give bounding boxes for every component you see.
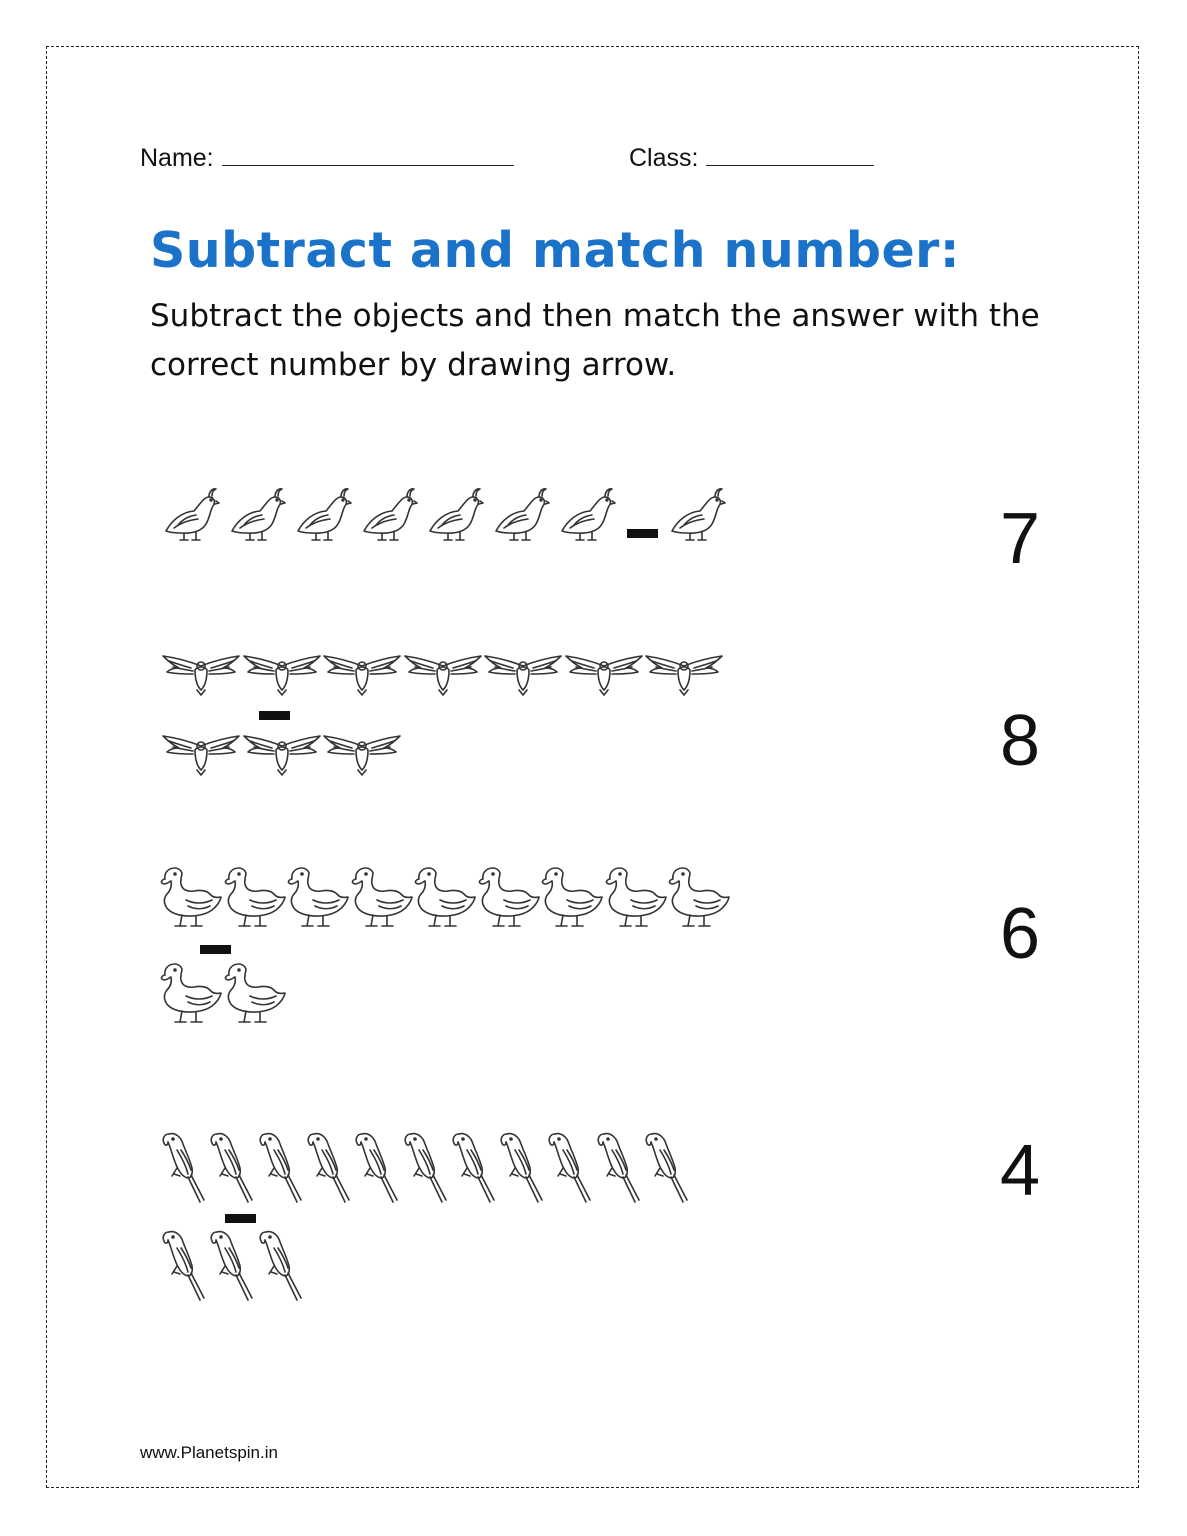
eagle-icon — [242, 652, 322, 700]
eagle-icon — [322, 732, 402, 780]
quail-icon — [490, 482, 550, 546]
quail-icon — [160, 482, 220, 546]
parrot-icon — [498, 1128, 544, 1208]
eagle-icon — [483, 652, 563, 700]
footer-url: www.Planetspin.in — [140, 1443, 278, 1462]
quail-icon — [226, 482, 286, 546]
parrot-icon — [208, 1128, 254, 1208]
parrot-icon — [257, 1128, 303, 1208]
parrot-icon — [546, 1128, 592, 1208]
name-label: Name: — [140, 144, 214, 172]
parrot-icon — [595, 1128, 641, 1208]
minus-sign — [259, 711, 290, 720]
worksheet-title: Subtract and match number: — [150, 222, 960, 279]
quail-icon — [556, 482, 616, 546]
duck-icon — [605, 860, 667, 932]
duck-icon — [414, 860, 476, 932]
quail-icon — [424, 482, 484, 546]
answer-number[interactable]: 6 — [999, 894, 1041, 974]
duck-icon — [224, 860, 286, 932]
parrot-icon — [160, 1128, 206, 1208]
class-label: Class: — [629, 144, 699, 172]
instructions: Subtract the objects and then match the answer with the correct number by drawing arrow. — [150, 298, 1040, 383]
duck-icon — [160, 860, 222, 932]
quail-icon — [666, 482, 726, 546]
duck-icon — [668, 860, 730, 932]
quail-icon — [358, 482, 418, 546]
class-blank[interactable] — [706, 143, 874, 166]
answer-number[interactable]: 7 — [999, 499, 1041, 579]
duck-icon — [478, 860, 540, 932]
name-field[interactable] — [140, 143, 514, 173]
parrot-icon — [305, 1128, 351, 1208]
duck-icon — [160, 956, 222, 1028]
parrot-icon — [257, 1226, 303, 1306]
parrot-icon — [160, 1226, 206, 1306]
eagle-icon — [564, 652, 644, 700]
duck-icon — [287, 860, 349, 932]
class-field[interactable] — [629, 143, 874, 173]
eagle-icon — [403, 652, 483, 700]
parrot-icon — [353, 1128, 399, 1208]
eagle-icon — [161, 652, 241, 700]
eagle-icon — [644, 652, 724, 700]
minus-sign — [200, 945, 231, 954]
minus-sign — [627, 529, 658, 538]
eagle-icon — [242, 732, 322, 780]
answer-number[interactable]: 8 — [999, 701, 1041, 781]
eagle-icon — [161, 732, 241, 780]
parrot-icon — [208, 1226, 254, 1306]
quail-icon — [292, 482, 352, 546]
parrot-icon — [643, 1128, 689, 1208]
duck-icon — [224, 956, 286, 1028]
duck-icon — [351, 860, 413, 932]
name-blank[interactable] — [222, 143, 514, 166]
answer-number[interactable]: 4 — [999, 1131, 1041, 1211]
parrot-icon — [402, 1128, 448, 1208]
duck-icon — [541, 860, 603, 932]
minus-sign — [225, 1214, 256, 1223]
eagle-icon — [322, 652, 402, 700]
parrot-icon — [450, 1128, 496, 1208]
